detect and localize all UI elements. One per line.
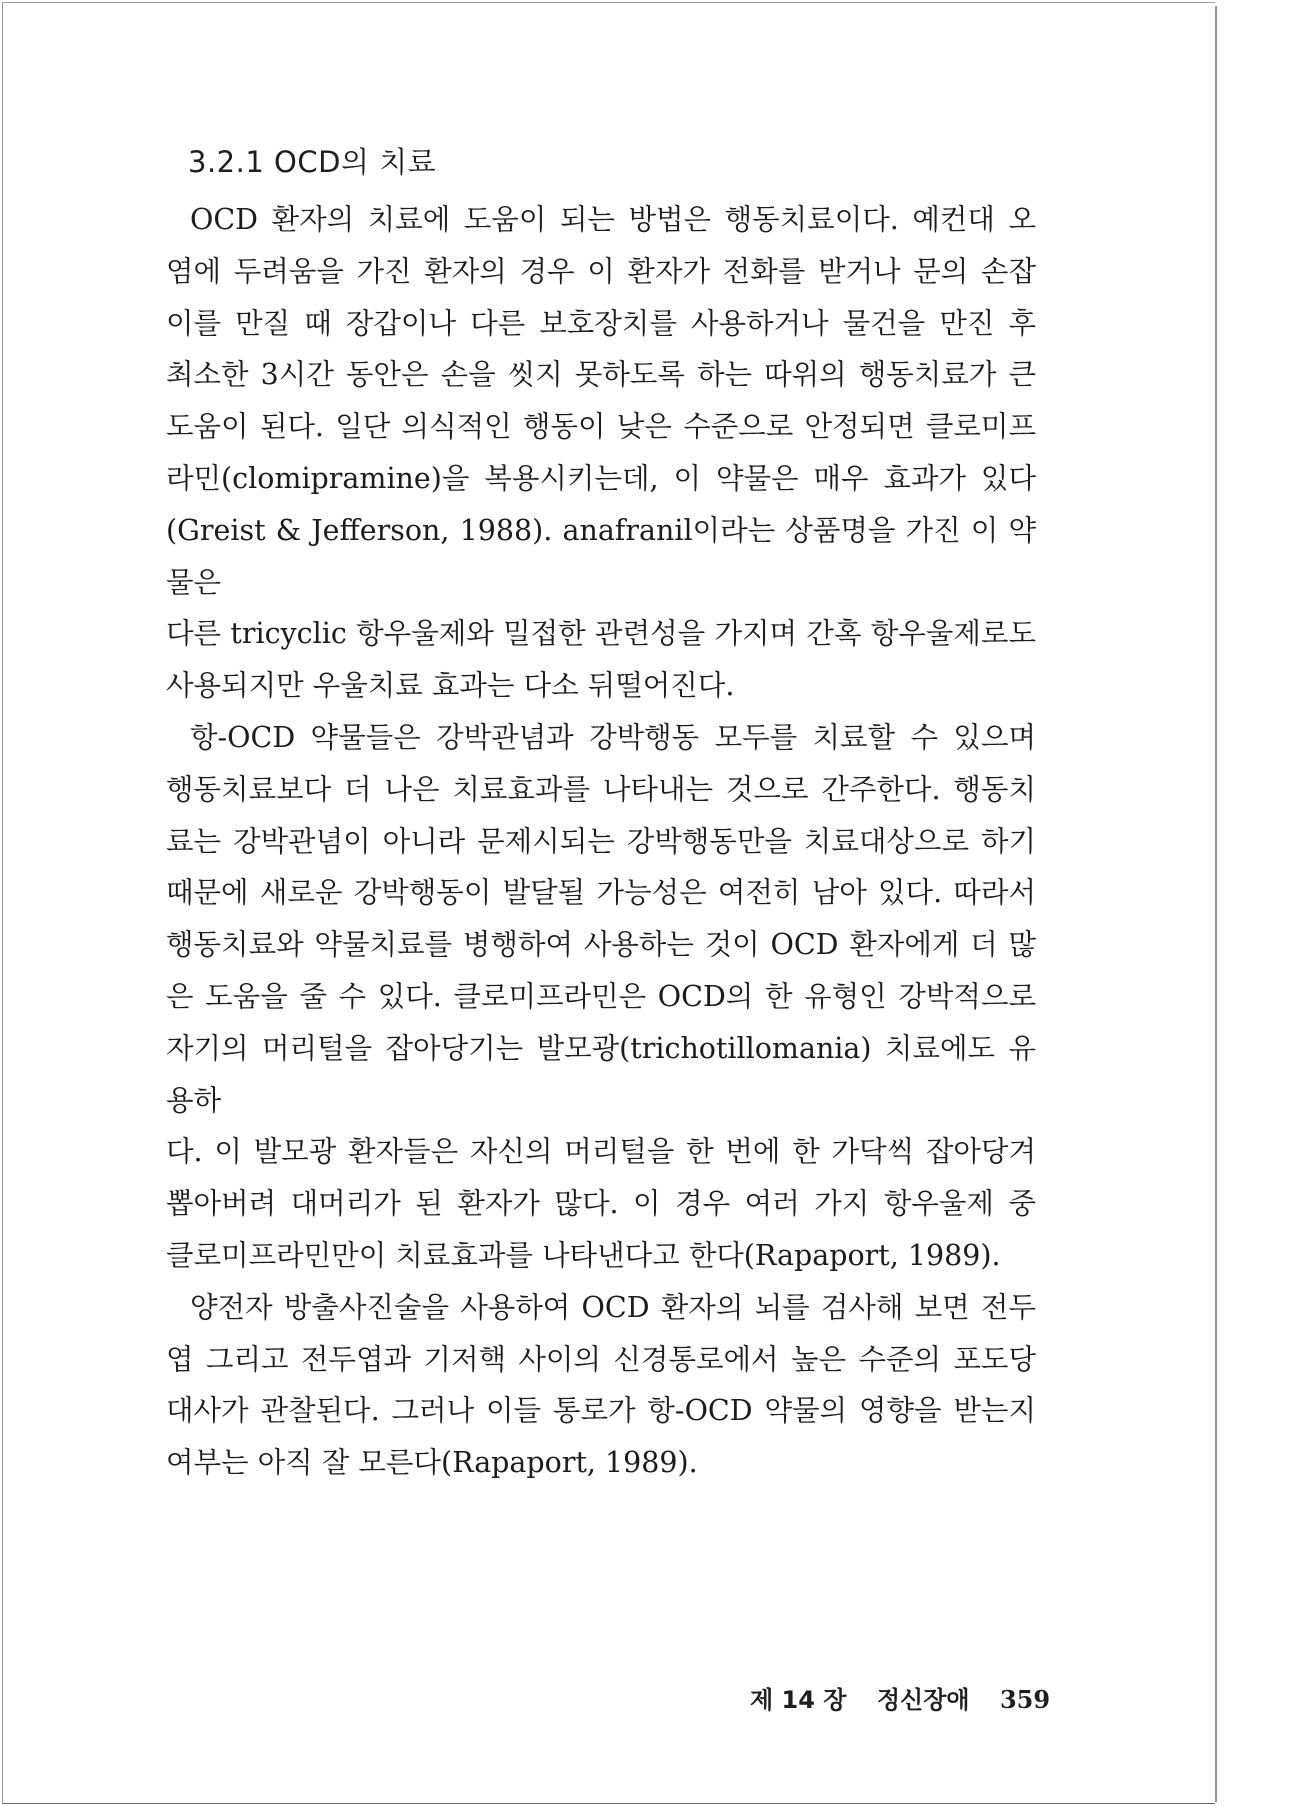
text-line: 료는 강박관념이 아니라 문제시되는 강박행동만을 치료대상으로 하기 (166, 824, 1036, 858)
paragraph-3 (166, 1282, 1036, 1489)
text-line: 양전자 방출사진술을 사용하여 OCD 환자의 뇌를 검사해 보면 전두 (190, 1290, 1036, 1324)
chapter-number: 제 14 장 (750, 1686, 847, 1714)
text-line: 최소한 3시간 동안은 손을 씻지 못하도록 하는 따위의 행동치료가 큰 (166, 358, 1036, 392)
text-line: 다. 이 발모광 환자들은 자신의 머리털을 한 번에 한 가닥씩 잡아당겨 (166, 1135, 1036, 1169)
text-line: 염에 두려움을 가진 환자의 경우 이 환자가 전화를 받거나 문의 손잡 (166, 254, 1036, 288)
text-line: 대사가 관찰된다. 그러나 이들 통로가 항-OCD 약물의 영향을 받는지 (166, 1394, 1036, 1428)
section-heading: 3.2.1 OCD의 치료 (188, 145, 437, 179)
text-line: 행동치료와 약물치료를 병행하여 사용하는 것이 OCD 환자에게 더 많 (166, 928, 1036, 962)
text-line: 클로미프라민만이 치료효과를 나타낸다고 한다(Rapaport, 1989). (166, 1238, 1001, 1272)
text-line: OCD 환자의 치료에 도움이 되는 방법은 행동치료이다. 예컨대 오 (190, 203, 1036, 236)
paragraph-1 (166, 194, 1036, 712)
running-footer (750, 1680, 1050, 1715)
text-line: 라민(clomipramine)을 복용시키는데, 이 약물은 매우 효과가 있다 (166, 461, 1036, 495)
text-line: 도움이 된다. 일단 의식적인 행동이 낮은 수준으로 안정되면 클로미프 (166, 410, 1036, 444)
text-line: 사용되지만 우울치료 효과는 다소 뒤떨어진다. (166, 669, 735, 703)
text-line: 은 도움을 줄 수 있다. 클로미프라민은 OCD의 한 유형인 강박적으로 (166, 979, 1036, 1013)
text-line: 여부는 아직 잘 모른다(Rapaport, 1989). (166, 1446, 698, 1480)
body-text (166, 194, 1036, 1489)
text-line: 항-OCD 약물들은 강박관념과 강박행동 모두를 치료할 수 있으며 (190, 720, 1036, 754)
text-line: 행동치료보다 더 나은 치료효과를 나타내는 것으로 간주한다. 행동치 (166, 772, 1036, 806)
text-line: 뽑아버려 대머리가 된 환자가 많다. 이 경우 여러 가지 항우울제 중 (166, 1187, 1036, 1221)
paragraph-2 (166, 712, 1036, 1282)
text-line: 엽 그리고 전두엽과 기저핵 사이의 신경통로에서 높은 수준의 포도당 (166, 1342, 1036, 1376)
chapter-title: 정신장애 (876, 1686, 970, 1714)
text-line: 이를 만질 때 장갑이나 다른 보호장치를 사용하거나 물건을 만진 후 (166, 306, 1036, 340)
text-line: 자기의 머리털을 잡아당기는 발모광(trichotillomania) 치료에도 유용하 (166, 1031, 1036, 1117)
text-line: 때문에 새로운 강박행동이 발달될 가능성은 여전히 남아 있다. 따라서 (166, 876, 1036, 910)
page-number: 359 (999, 1685, 1051, 1714)
text-line: (Greist & Jefferson, 1988). anafranil이라는 상품명을 가진 이 약물은 (166, 513, 1036, 599)
text-line: 다른 tricyclic 항우울제와 밀접한 관련성을 가지며 간혹 항우울제로도 (166, 617, 1036, 651)
